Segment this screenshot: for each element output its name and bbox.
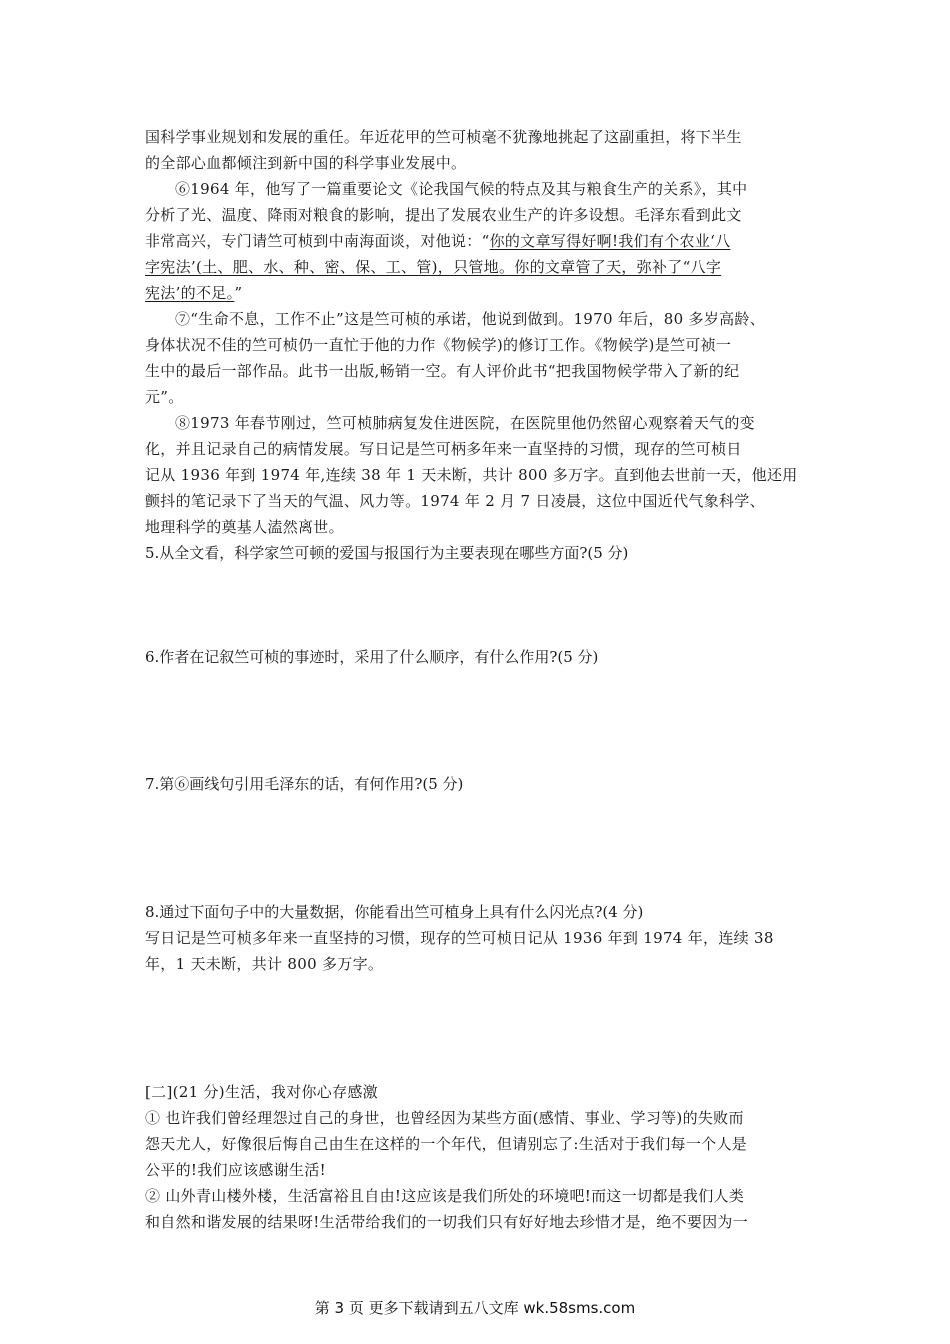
closing-quote: ” (234, 284, 243, 302)
paragraph-6-line (145, 231, 810, 251)
paragraph-6-text: 非常高兴，专门请竺可桢到中南海面谈，对他说：“ (145, 232, 490, 250)
section-2-heading: [二](21 分)生活，我对你心存感激 (145, 1083, 378, 1101)
section-2-para-1: ① 也许我们曾经理怨过自己的身世，也曾经因为某些方面(感情、事业、学习等)的失败而 (145, 1109, 744, 1127)
section-2-para-2: ② 山外青山楼外楼，生活富裕且自由!这应该是我们所处的环境吧!而这一切都是我们人类 (145, 1187, 745, 1205)
paragraph-line: 国科学事业规划和发展的重任。年近花甲的竺可桢毫不犹豫地挑起了这副重担，将下半生 (145, 128, 742, 146)
underlined-quote: 宪法’的不足。 (145, 284, 235, 302)
paragraph-7-line: ⑦“生命不息，工作不止”这是竺可桢的承诺，他说到做到。1970 年后，80 多岁高龄、 (175, 310, 766, 328)
question-8: 8.通过下面句子中的大量数据，你能看出竺可植身上具有什么闪光点?(4 分) (145, 903, 644, 921)
paragraph-6-line (145, 257, 810, 277)
section-2-para-2: 和自然和谐发展的结果呀!生活带给我们的一切我们只有好好地去珍惜才是，绝不要因为一 (145, 1213, 749, 1231)
underlined-quote: 字宪法’(土、肥、水、种、密、保、工、管)，只管地。你的文章管了天，弥补了“八字 (145, 258, 722, 276)
paragraph-7-line: 身体状况不佳的竺可桢仍一直忙于他的力作《物候学)的修订工作。《物候学)是竺可祯一 (145, 336, 732, 354)
paragraph-7-line: 元”。 (145, 388, 184, 406)
question-8-text: 年，1 天未断，共计 800 多万字。 (145, 955, 384, 973)
paragraph-6-line (145, 283, 810, 303)
paragraph-8-line: 化，并且记录自己的病情发展。写日记是竺可柄多年来一直坚持的习惯，现存的竺可桢日 (145, 440, 742, 458)
paragraph-6-line: 分析了光、温度、降雨对粮食的影响，提出了发展农业生产的许多设想。毛泽东看到此文 (145, 206, 742, 224)
section-2-para-1: 公平的!我们应该感谢生活! (145, 1161, 326, 1179)
underlined-quote: 你的文章写得好啊!我们有个农业‘八 (489, 232, 731, 250)
paragraph-8-line: 颤抖的笔记录下了当天的气温、风力等。1974 年 2 月 7 日凌晨，这位中国近代气象科学、 (145, 492, 765, 510)
section-2-para-1: 怨天尤人，好像很后悔自己由生在这样的一个年代，但请别忘了:生活对于我们每一个人是 (145, 1135, 748, 1153)
paragraph-line: 的全部心血都倾注到新中国的科学事业发展中。 (145, 154, 467, 172)
paragraph-6-line: ⑥1964 年，他写了一篇重要论文《论我国气候的特点及其与粮食生产的关系》，其中 (175, 180, 748, 198)
paragraph-7-line: 生中的最后一部作品。此书一出版,畅销一空。有人评价此书“把我国物候学带入了新的纪 (145, 362, 740, 380)
question-5: 5.从全文看，科学家竺可顿的爱国与报国行为主要表现在哪些方面?(5 分) (145, 544, 629, 562)
question-6: 6.作者在记叙竺可桢的事迹时，采用了什么顺序，有什么作用?(5 分) (145, 648, 599, 666)
paragraph-8-line: 地理科学的奠基人溘然离世。 (145, 518, 344, 536)
paragraph-8-line: ⑧1973 年春节刚过，竺可桢肺病复发住进医院，在医院里他仍然留心观察着天气的变 (175, 414, 755, 432)
page-footer: 第 3 页 更多下载请到五八文库 wk.58sms.com (314, 1299, 636, 1317)
question-8-text: 写日记是竺可桢多年来一直坚持的习惯，现存的竺可桢日记从 1936 年到 1974 年，连续 38 (145, 929, 774, 947)
paragraph-8-line: 记从 1936 年到 1974 年,连续 38 年 1 天未断，共计 800 多万字。直到他去世前一天，他还用 (145, 466, 798, 484)
question-7: 7.第⑥画线句引用毛泽东的话，有何作用?(5 分) (145, 775, 464, 793)
